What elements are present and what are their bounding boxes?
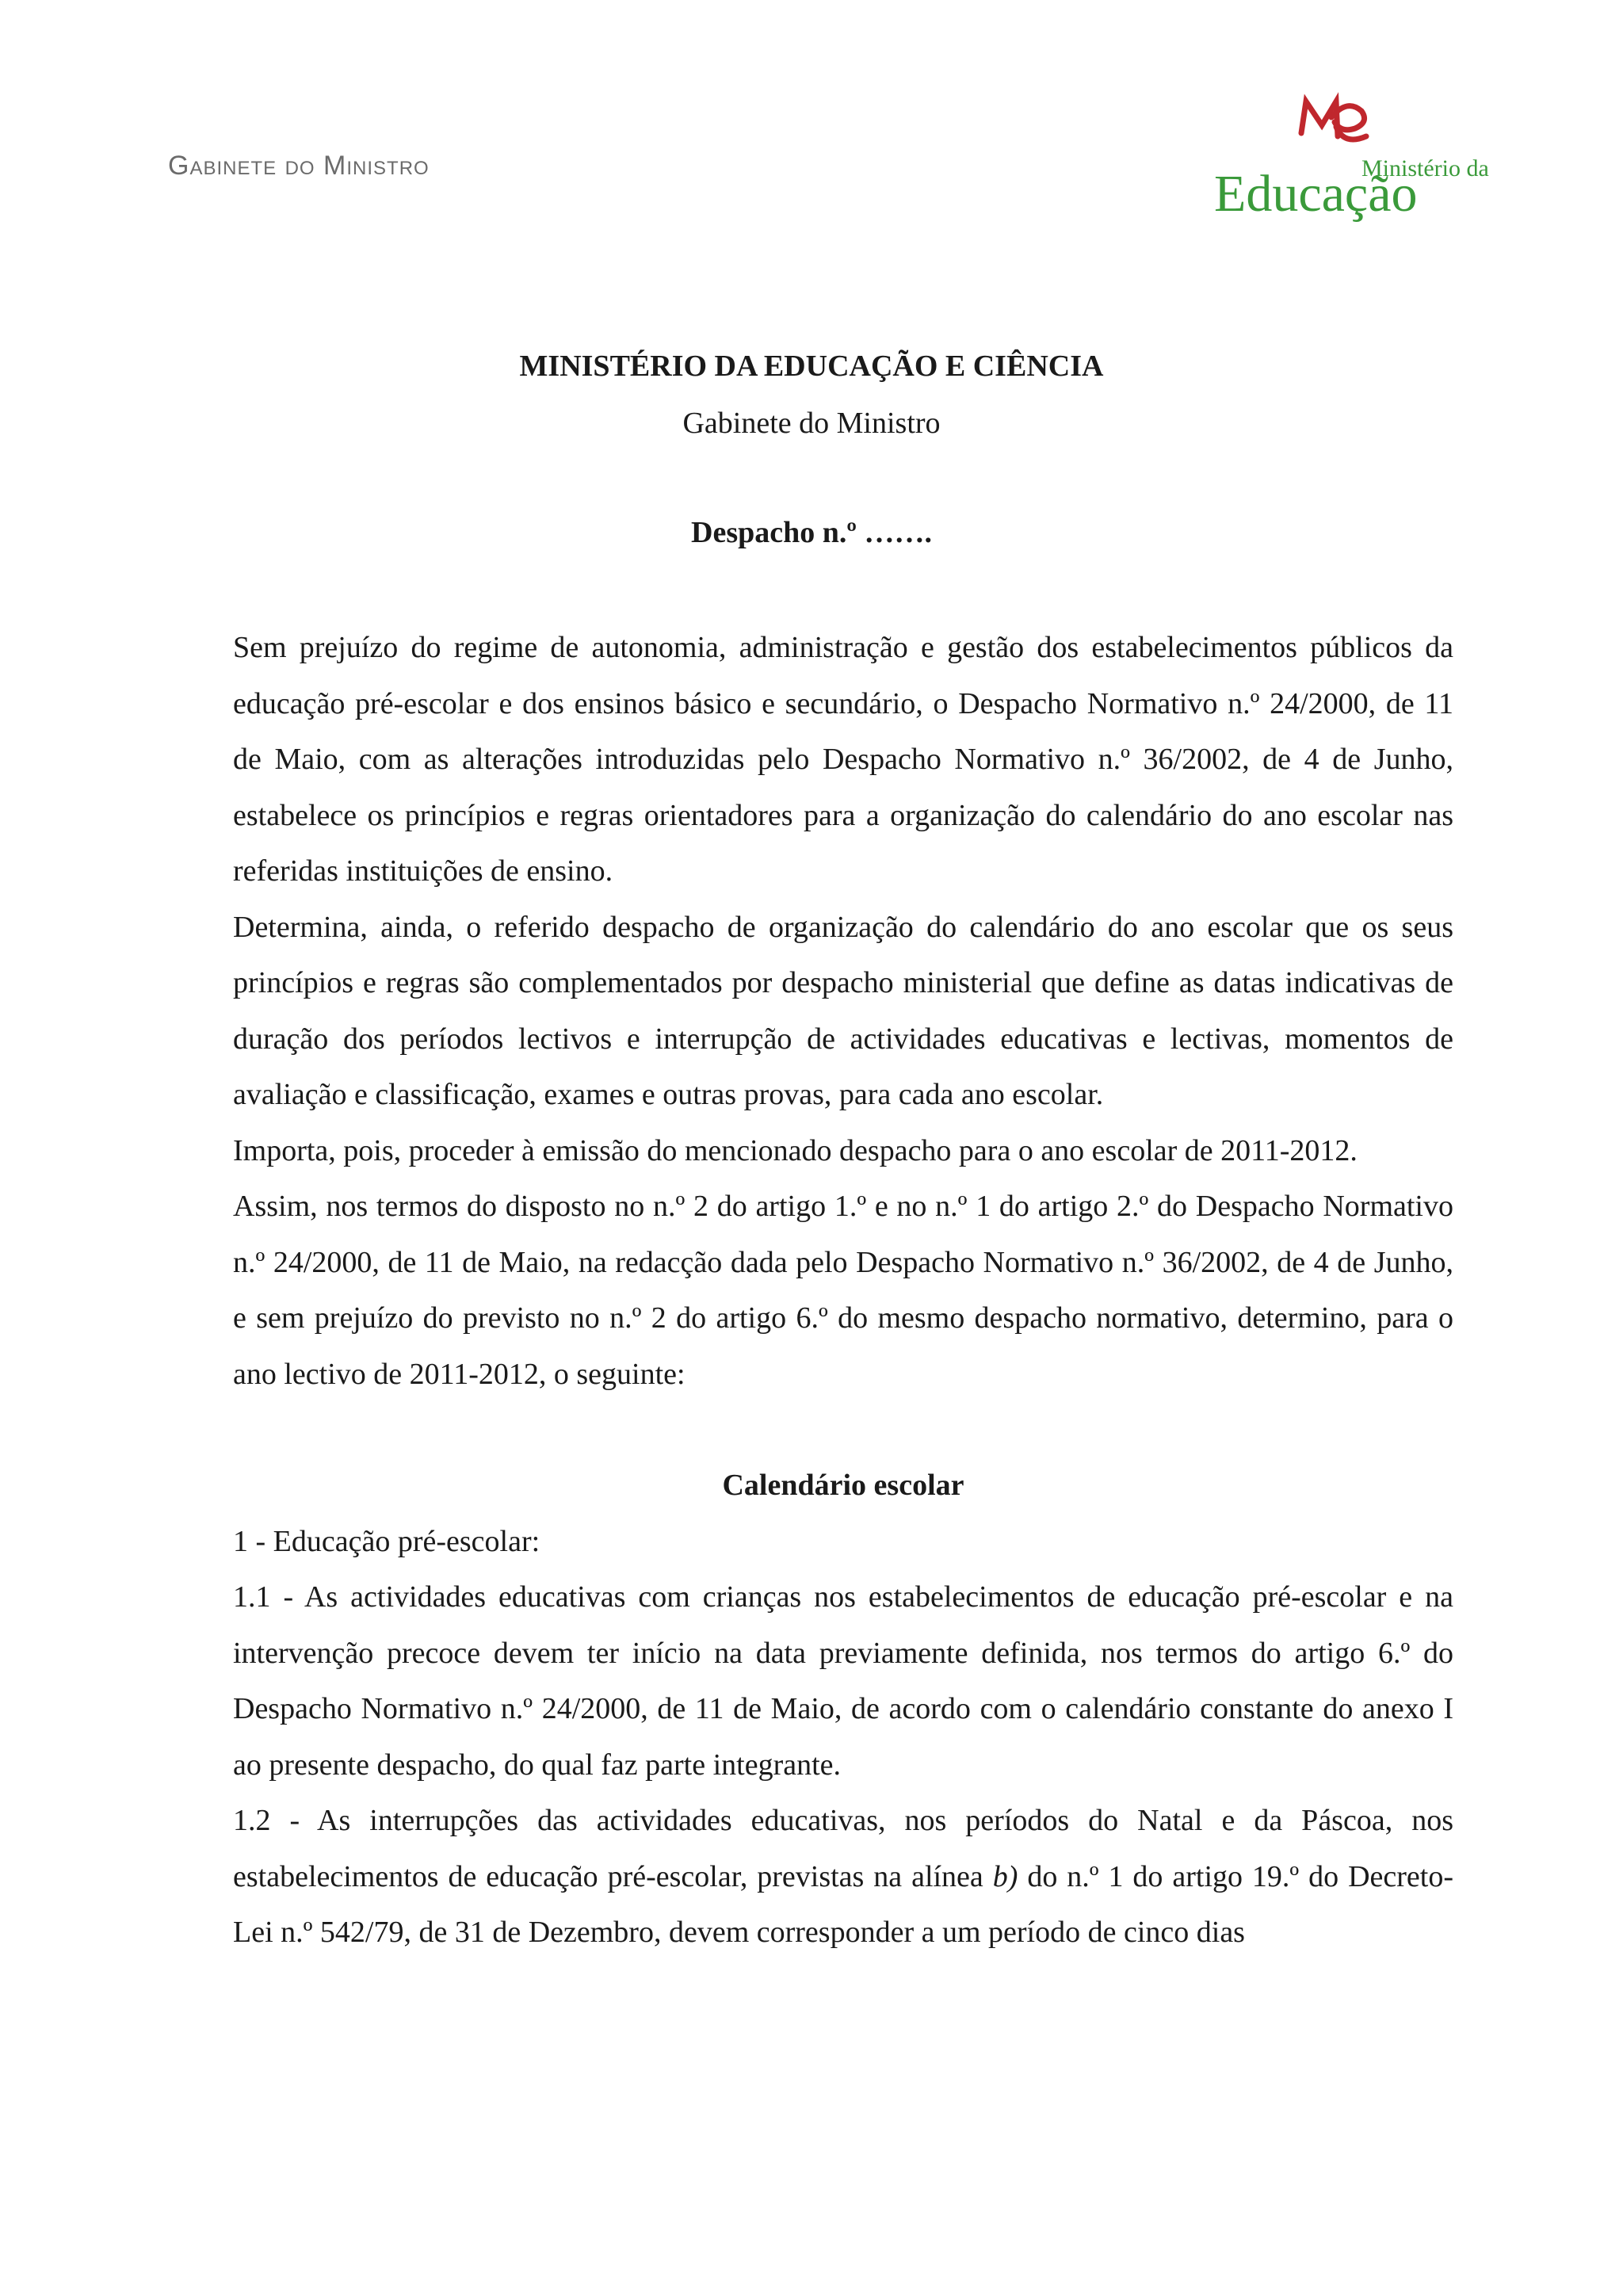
paragraph-assim: Assim, nos termos do disposto no n.º 2 do artigo 1.º e no n.º 1 do artigo 2.º do Despacho Normativo n.º 24/2000, de 11 de Maio, na redacção dada pelo Despacho Normativo n.º 36/2002, de 4 de Junho, e sem prejuízo do previsto no n.º 2 do artigo 6.º do mesmo despacho normativo, determino, para o ano lectivo de 2011-2012, o seguinte: <box>233 1190 1453 1391</box>
item-1-2-part-a: 1.2 - As interrupções das actividades educativas, nos períodos do Natal e da Páscoa, nos estabelecimentos de educação pré-escolar, previstas na alínea <box>233 1804 1453 1893</box>
header-office-label: Gabinete do Ministro <box>168 151 430 181</box>
document-body <box>233 620 1453 1961</box>
logo-top-text: Ministério da <box>1361 155 1489 181</box>
paragraph-importa: Importa, pois, proceder à emissão do mencionado despacho para o ano escolar de 2011-2012. <box>233 1133 1358 1167</box>
item-1-2-part-b: do n.º 1 do artigo 19.º do Decreto-Lei n.º 542/79, de 31 de Dezembro, devem corresponder a um período de cinco dias <box>233 1859 1453 1949</box>
office-subtitle: Gabinete do Ministro <box>682 407 941 440</box>
item-1-heading: 1 - Educação pré-escolar: <box>233 1524 540 1558</box>
item-1-2 <box>233 1793 1453 1961</box>
despacho-number: Despacho n.º ……. <box>691 516 932 549</box>
paragraph-determina: Determina, ainda, o referido despacho de organização do calendário do ano escolar que os seus princípios e regras são complementados por despacho ministerial que define as datas indicativas de duração dos períodos lectivos e interrupção de actividades educativas e lectivas, momentos de avaliação e classificação, exames e outras provas, para cada ano escolar. <box>233 910 1453 1111</box>
logo-main-text: Educação <box>1214 165 1418 223</box>
ministry-logo <box>1212 87 1489 223</box>
paragraph-intro: Sem prejuízo do regime de autonomia, administração e gestão dos estabelecimentos públicos da educação pré-escolar e dos ensinos básico e secundário, o Despacho Normativo n.º 24/2000, de 11 de Maio, com as alterações introduzidas pelo Despacho Normativo n.º 36/2002, de 4 de Junho, estabelece os princípios e regras orientadores para a organização do calendário do ano escolar nas referidas instituições de ensino. <box>233 631 1453 888</box>
ministry-logo-graphic <box>1212 87 1489 223</box>
section-title-calendario: Calendário escolar <box>722 1469 964 1502</box>
ministry-title: MINISTÉRIO DA EDUCAÇÃO E CIÊNCIA <box>519 350 1104 383</box>
item-1-1: 1.1 - As actividades educativas com crianças nos estabelecimentos de educação pré-escolar e na intervenção precoce devem ter início na data previamente definida, nos termos do artigo 6.º do Despacho Normativo n.º 24/2000, de 11 de Maio, de acordo com o calendário constante do anexo I ao presente despacho, do qual faz parte integrante. <box>233 1580 1453 1782</box>
item-1-2-italic: b) <box>992 1859 1018 1893</box>
